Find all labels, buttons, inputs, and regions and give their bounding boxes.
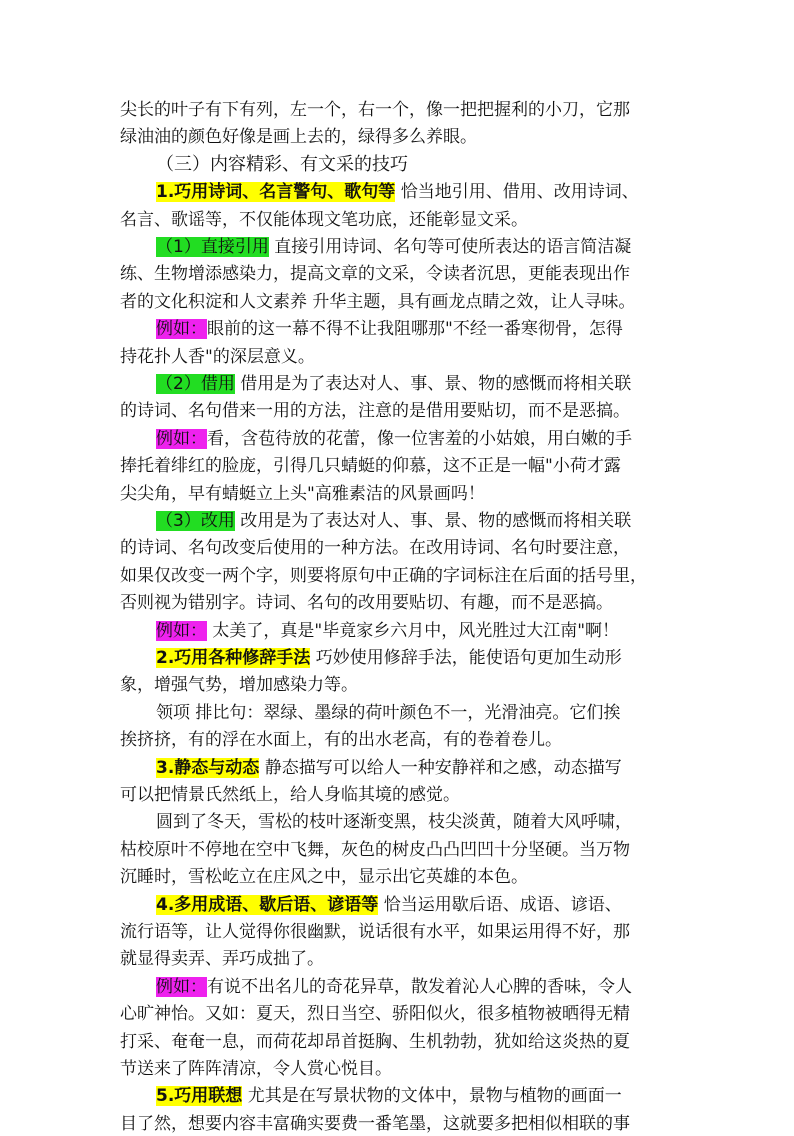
paragraph-line: 名言、歌谣等，不仅能体现文笔功底，还能彰显文采。 bbox=[120, 209, 528, 230]
paragraph-line: 绿油油的颜色好像是画上去的，绿得多么养眼。 bbox=[120, 127, 477, 148]
highlight-label: 例如： bbox=[156, 976, 207, 997]
paragraph-line: 4.多用成语、歇后语、谚语等 恰当运用歇后语、成语、谚语、 bbox=[156, 894, 622, 915]
highlight-label: 例如： bbox=[156, 319, 207, 340]
paragraph-line: （2）借用 借用是为了表达对人、事、景、物的感慨而将相关联 bbox=[156, 374, 632, 394]
highlight-label: 例如： bbox=[156, 428, 207, 449]
paragraph-line: 持花扑人香"的深层意义。 bbox=[120, 346, 315, 367]
paragraph-line: 象，增强气势，增加感染力等。 bbox=[120, 675, 358, 696]
paragraph-line: 节送来了阵阵清凉，令人赏心悦目。 bbox=[120, 1059, 392, 1079]
paragraph-line: 枯校原叶不停地在空中飞舞，灰色的树皮凸凸凹凹十分坚硬。当万物 bbox=[120, 839, 630, 860]
paragraph-line: 5.巧用联想 尤其是在写景状物的文体中，景物与植物的画面一 bbox=[156, 1086, 622, 1107]
paragraph-line: 可以把情景氏然纸上，给人身临其境的感觉。 bbox=[120, 785, 460, 805]
paragraph-line: 圆到了冬天，雪松的枝叶逐渐变黑，枝尖淡黄，随着大风呼啸， bbox=[156, 812, 632, 833]
paragraph-line: 例如：眼前的这一幕不得不让我阻哪那"不经一番寒彻骨，怎得 bbox=[156, 319, 623, 340]
paragraph-line: 3.静态与动态 静态描写可以给人一种安静祥和之感，动态描写 bbox=[156, 757, 622, 778]
paragraph-line: 挨挤挤，有的浮在水面上，有的出水老高，有的卷着卷儿。 bbox=[120, 730, 562, 751]
highlight-label: （1）直接引用 bbox=[156, 237, 269, 257]
highlight-label: 3.静态与动态 bbox=[156, 757, 260, 778]
paragraph-line: 流行语等，让人觉得你很幽默，说话很有水平，如果运用得不好，那 bbox=[120, 922, 630, 942]
paragraph-line: 目了然，想要内容丰富确实要费一番笔墨，这就要多把相似相联的事 bbox=[120, 1113, 630, 1134]
paragraph-line: 尖尖角，早有蜻蜓立上头"高雅素洁的风景画吗！ bbox=[120, 483, 485, 504]
paragraph-line: 1.巧用诗词、名言警句、歌句等 恰当地引用、借用、改用诗词、 bbox=[156, 182, 639, 203]
paragraph-line: 例如：看，含苞待放的花蕾，像一位害羞的小姑娘，用白嫩的手 bbox=[156, 428, 632, 449]
highlight-label: 1.巧用诗词、名言警句、歌句等 bbox=[156, 182, 396, 203]
section-heading: （三）内容精彩、有文采的技巧 bbox=[156, 153, 408, 175]
paragraph-line: 领项 排比句：翠绿、墨绿的荷叶颜色不一，光滑油亮。它们挨 bbox=[156, 702, 621, 723]
paragraph-line: 2.巧用各种修辞手法 巧妙使用修辞手法，能使语句更加生动形 bbox=[156, 648, 622, 668]
highlight-label: （2）借用 bbox=[156, 374, 235, 394]
paragraph-line: 如果仅改变一两个字，则要将原句中正确的字词标注在后面的括号里， bbox=[120, 565, 647, 586]
highlight-label: 4.多用成语、歇后语、谚语等 bbox=[156, 894, 379, 915]
highlight-label: 2.巧用各种修辞手法 bbox=[156, 648, 311, 668]
highlight-label: （3）改用 bbox=[156, 511, 235, 531]
paragraph-line: 例如： 太美了，真是"毕竟家乡六月中，风光胜过大江南"啊！ bbox=[156, 620, 620, 641]
paragraph-line: 否则视为错别字。诗词、名句的改用要贴切、有趣，而不是恶搞。 bbox=[120, 593, 613, 614]
paragraph-line: （1）直接引用 直接引用诗词、名句等可使所表达的语言简洁凝 bbox=[156, 237, 632, 257]
highlight-label: 5.巧用联想 bbox=[156, 1086, 243, 1107]
paragraph-line: 的诗词、名句借来一用的方法，注意的是借用要贴切，而不是恶搞。 bbox=[120, 401, 630, 422]
paragraph-line: 捧托着绯红的脸庞，引得几只蜻蜓的仰慕，这不正是一幅"小荷才露 bbox=[120, 456, 621, 477]
paragraph-line: 尖长的叶子有下有列，左一个，右一个，像一把把握利的小刀，它那 bbox=[120, 100, 630, 120]
paragraph-line: 的诗词、名句改变后使用的一种方法。在改用诗词、名句时要注意， bbox=[120, 538, 630, 559]
paragraph-line: 打采、奄奄一息，而荷花却昂首挺胸、生机勃勃，犹如给这炎热的夏 bbox=[120, 1031, 630, 1052]
paragraph-line: 例如：有说不出名儿的奇花异草，散发着沁人心脾的香味，令人 bbox=[156, 976, 632, 997]
paragraph-line: 者的文化积淀和人文素养 升华主题，具有画龙点睛之效，让人寻味。 bbox=[120, 291, 636, 312]
paragraph-line: 沉睡时，雪松屹立在庄风之中，显示出它英雄的本色。 bbox=[120, 867, 528, 888]
paragraph-line: 练、生物增添感染力，提高文章的文采，令读者沉思，更能表现出作 bbox=[120, 264, 630, 285]
paragraph-line: 就显得卖弄、弄巧成拙了。 bbox=[120, 949, 324, 970]
highlight-label: 例如： bbox=[156, 620, 207, 641]
paragraph-line: 心旷神怡。又如：夏天，烈日当空、骄阳似火，很多植物被晒得无精 bbox=[120, 1004, 630, 1025]
paragraph-line: （3）改用 改用是为了表达对人、事、景、物的感慨而将相关联 bbox=[156, 511, 632, 531]
